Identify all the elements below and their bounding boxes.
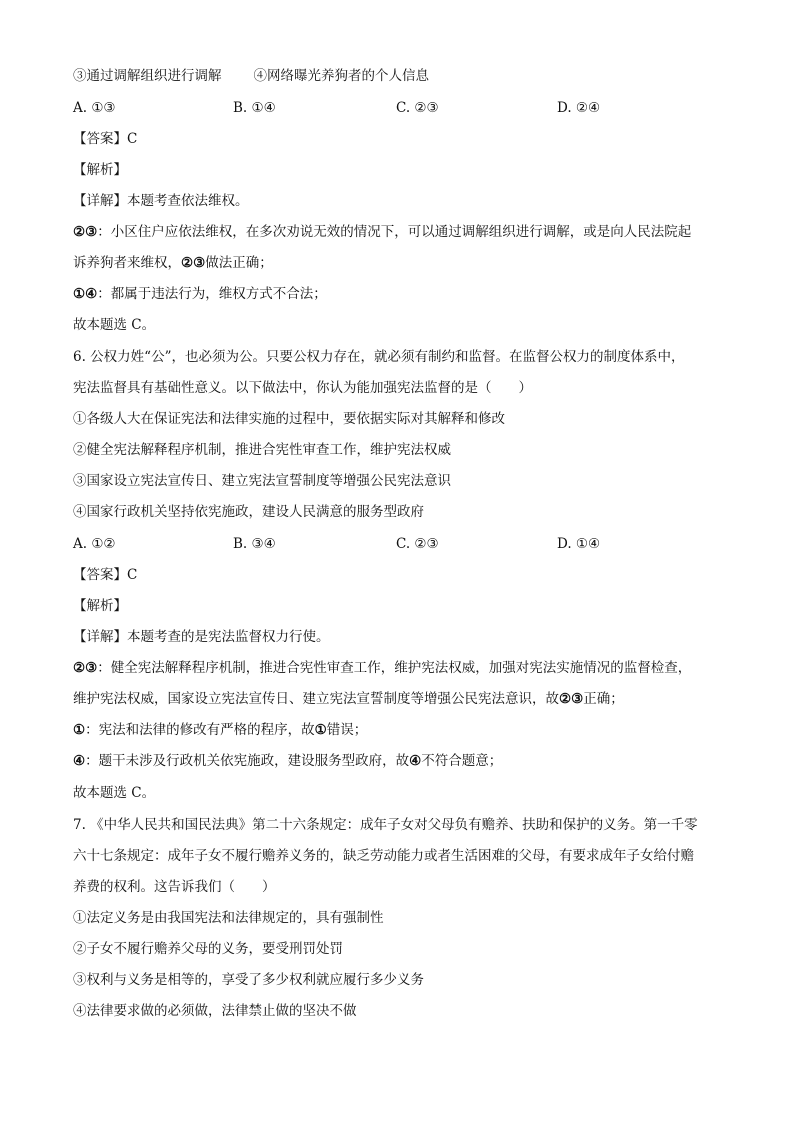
- q5-option-3: ③通过调解组织进行调解: [73, 68, 222, 84]
- q6-choice-b: B. ③④: [233, 536, 276, 552]
- q5-explain-2-mark: ①④: [73, 286, 98, 302]
- q6-explain-2-pre: ：宪法和法律的修改有严格的程序，故: [85, 722, 315, 738]
- q5-options-line: [73, 66, 733, 86]
- q5-explain-1a-text: ：小区住户应依法维权，在多次劝说无效的情况下，可以通过调解组织进行调解，或是向人民法院起: [97, 224, 692, 240]
- q5-explain-1b-mark: ②③: [181, 255, 206, 271]
- q7-option-2: ②子女不履行赡养父母的义务，要受刑罚处罚: [73, 941, 343, 957]
- q6-option-4: ④国家行政机关坚持依宪施政，建设人民满意的服务型政府: [73, 504, 424, 520]
- q5-explain-1b: [73, 253, 733, 273]
- q6-option-1: ①各级人大在保证宪法和法律实施的过程中，要依据实际对其解释和修改: [73, 411, 505, 427]
- q5-explain-1b-pre: 诉养狗者来维权，: [73, 255, 181, 271]
- q5-explain-1a-mark: ②③: [73, 224, 98, 240]
- q5-choices: [73, 98, 733, 118]
- q5-analysis-label: 【解析】: [73, 162, 127, 178]
- q5-choice-b: B. ①④: [233, 100, 276, 116]
- q6-explain-1b: [73, 689, 733, 709]
- q5-answer: 【答案】C: [73, 131, 138, 147]
- q6-choice-c: C. ②③: [396, 536, 439, 552]
- q6-stem-1: 6. 公权力姓“公”，也必须为公。只要公权力存在，就必须有制约和监督。在监督公权力的制度体系中，: [73, 349, 685, 365]
- q5-detail: 【详解】本题考查依法维权。: [73, 193, 249, 209]
- q6-explain-1a: [73, 658, 733, 678]
- q7-stem-1: 7. 《中华人民共和国民法典》第二十六条规定：成年子女对父母负有赡养、扶助和保护的义务。第一千零: [73, 817, 698, 833]
- q5-explain-1a: [73, 222, 733, 242]
- q5-option-4: ④网络曝光养狗者的个人信息: [253, 68, 429, 84]
- q6-option-3: ③国家设立宪法宣传日、建立宪法宣誓制度等增强公民宪法意识: [73, 473, 451, 489]
- q6-explain-3-pre: ：题干未涉及行政机关依宪施政，建设服务型政府，故: [85, 753, 410, 769]
- q6-answer: 【答案】C: [73, 567, 138, 583]
- q6-option-2: ②健全宪法解释程序机制，推进合宪性审查工作，维护宪法权威: [73, 442, 451, 458]
- q6-explain-1a-text: ：健全宪法解释程序机制，推进合宪性审查工作，维护宪法权威，加强对宪法实施情况的监督检查，: [97, 660, 692, 676]
- q6-explain-1b-pre: 维护宪法权威，国家设立宪法宣传日、建立宪法宣誓制度等增强公民宪法意识，故: [73, 691, 559, 707]
- q6-detail: 【详解】本题考查的是宪法监督权力行使。: [73, 629, 330, 645]
- q6-explain-2-mark2: ①: [314, 722, 327, 738]
- q6-explain-3-post: 不符合题意；: [421, 753, 503, 769]
- q5-choice-c: C. ②③: [396, 100, 439, 116]
- q7-option-1: ①法定义务是由我国宪法和法律规定的，具有强制性: [73, 910, 384, 926]
- q5-conclusion: 故本题选 C。: [73, 317, 156, 333]
- q6-analysis-label: 【解析】: [73, 598, 127, 614]
- q6-explain-2-post: 错误；: [326, 722, 368, 738]
- q7-option-3: ③权利与义务是相等的，享受了多少权利就应履行多少义务: [73, 972, 424, 988]
- q6-conclusion: 故本题选 C。: [73, 785, 156, 801]
- q6-explain-1b-mark: ②③: [559, 691, 584, 707]
- q6-choices: [73, 534, 733, 554]
- q6-explain-1a-mark: ②③: [73, 660, 98, 676]
- q6-explain-3-mark: ④: [73, 753, 86, 769]
- q6-explain-3: [73, 751, 733, 771]
- q7-stem-2: 六十七条规定：成年子女不履行赡养义务的，缺乏劳动能力或者生活困难的父母，有要求成年子女给付赡: [73, 848, 694, 864]
- q5-explain-2-text: ：都属于违法行为，维权方式不合法；: [97, 286, 327, 302]
- q7-option-4: ④法律要求做的必须做，法律禁止做的坚决不做: [73, 1003, 357, 1019]
- q6-explain-3-mark2: ④: [409, 753, 422, 769]
- q7-stem-3: 养费的权利。这告诉我们（ ）: [73, 879, 276, 895]
- q5-choice-a: A. ①③: [73, 100, 116, 116]
- q6-explain-2: [73, 720, 733, 740]
- q6-choice-a: A. ①②: [73, 536, 116, 552]
- q6-choice-d: D. ①④: [557, 536, 601, 552]
- q5-choice-d: D. ②④: [557, 100, 601, 116]
- q6-explain-1b-post: 正确；: [583, 691, 624, 707]
- q6-explain-2-mark: ①: [73, 722, 86, 738]
- q6-stem-2: 宪法监督具有基础性意义。以下做法中，你认为能加强宪法监督的是（ ）: [73, 380, 532, 396]
- q5-explain-2: [73, 284, 733, 304]
- q5-explain-1b-post: 做法正确；: [205, 255, 273, 271]
